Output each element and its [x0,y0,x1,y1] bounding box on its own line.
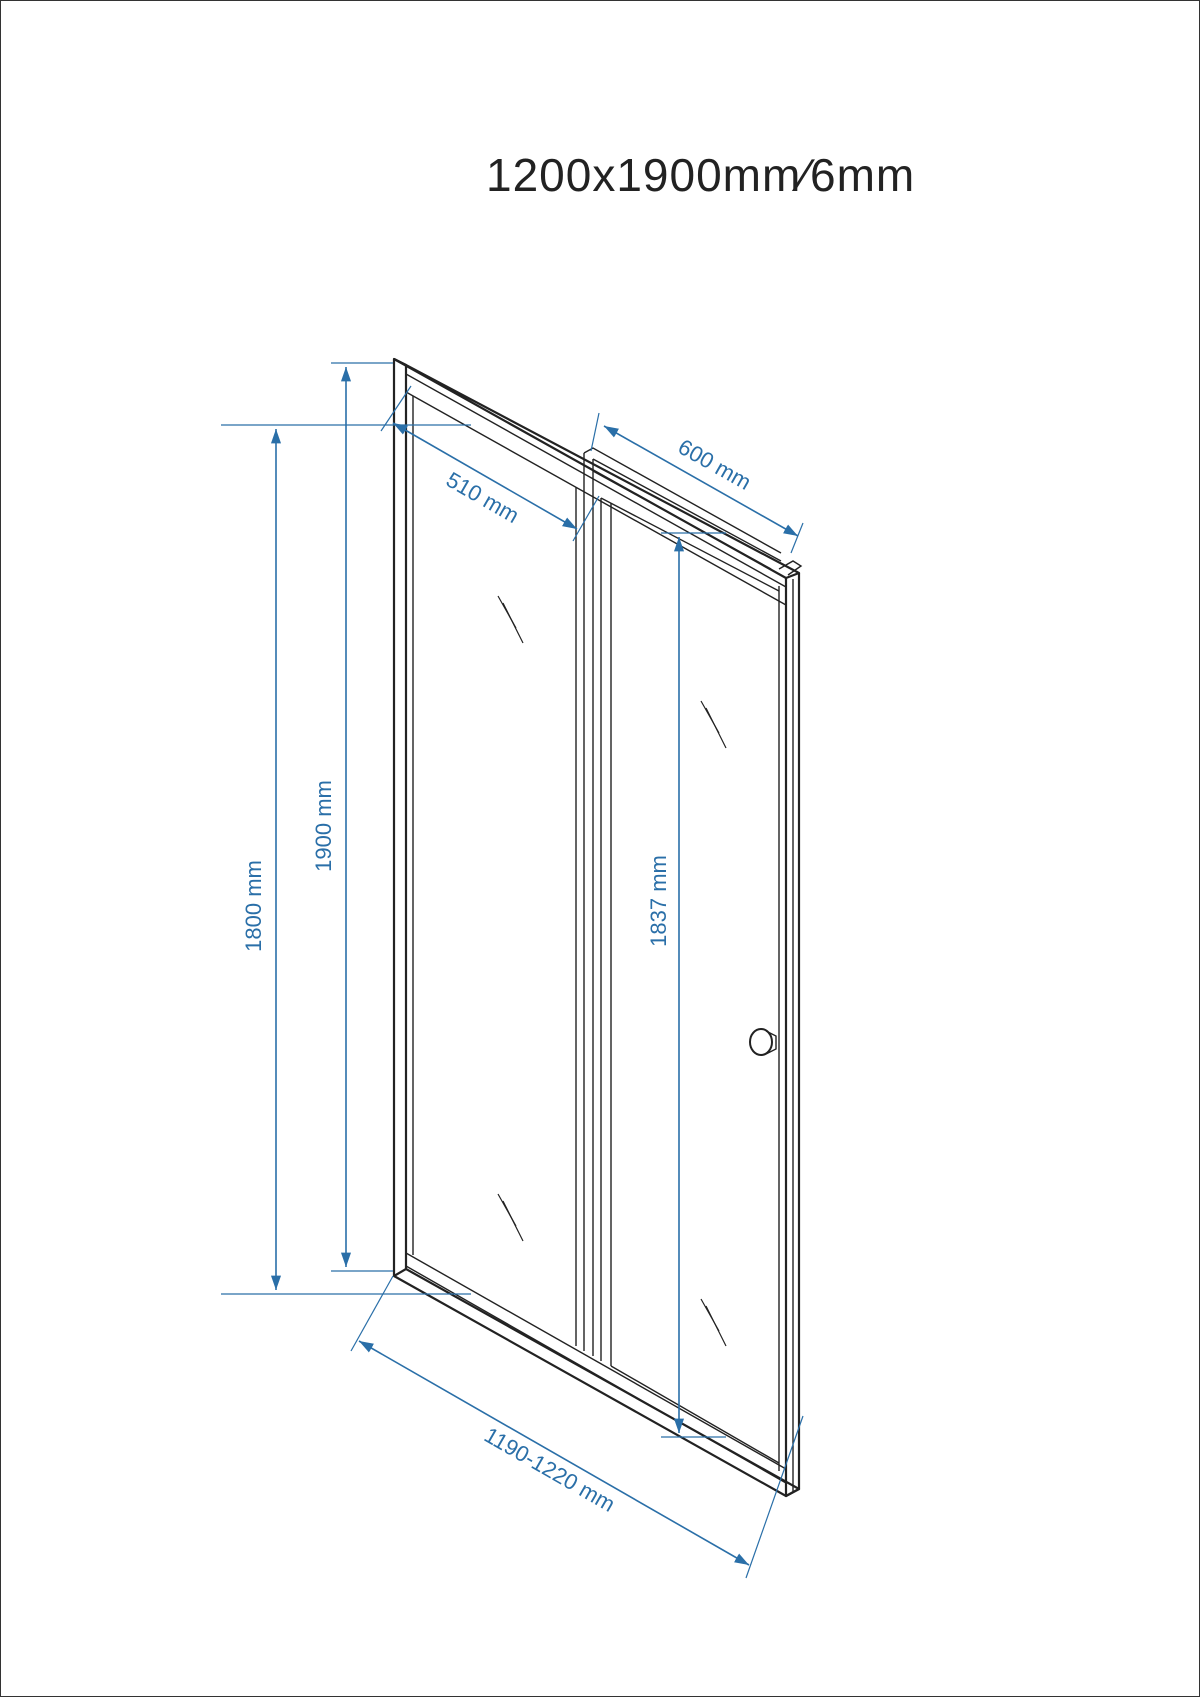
shower-door-technical-drawing [1,1,1200,1698]
page-title: 1200x1900mm∕6mm [486,149,916,201]
sliding-glass-door [584,448,781,1471]
dimension-1837 [646,533,726,1437]
dimension-1900-label: 1900 mm [311,780,336,872]
fixed-glass-panel [406,392,584,1351]
dimension-1837-label: 1837 mm [646,855,671,947]
dimension-1800-label: 1800 mm [241,860,266,952]
dimension-1190-1220-label: 1190-1220 mm [480,1422,620,1517]
door-knob-icon [750,1029,776,1055]
dimension-1190-1220 [351,1276,803,1578]
dimension-510-label: 510 mm [442,466,524,529]
glare-marks-icon [498,596,726,1346]
dimension-600 [591,413,803,553]
dimension-1900 [311,363,393,1271]
dimension-600-label: 600 mm [673,434,756,495]
